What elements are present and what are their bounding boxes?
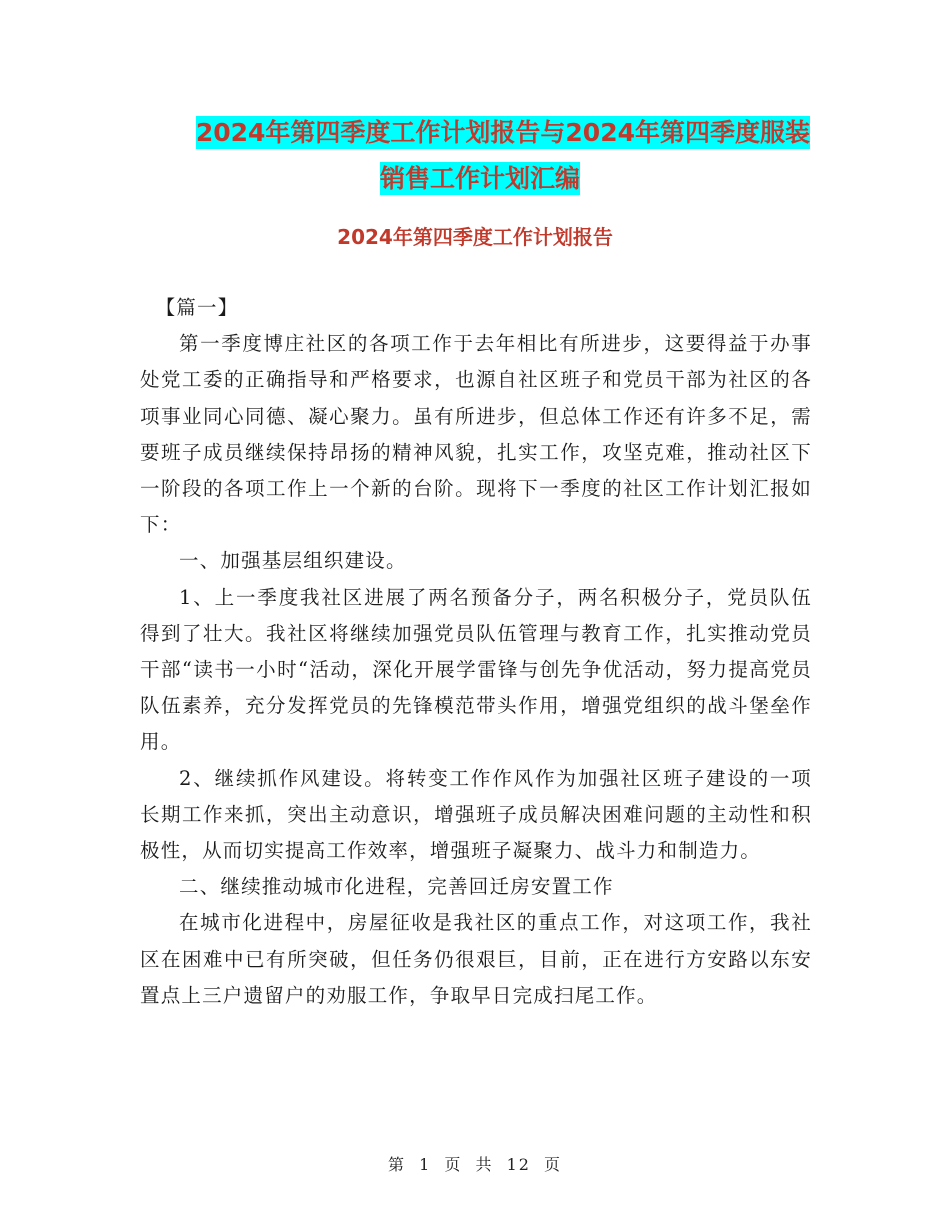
document-title-line1 xyxy=(140,110,820,156)
paragraph-intro: 第一季度博庄社区的各项工作于去年相比有所进步，这要得益于办事处党工委的正确指导和严格要求，也源自社区班子和党员干部为社区的各项事业同心同德、凝心聚力。虽有所进步，但总体工作还有许多不足，需要班子成员继续保持昂扬的精神风貌，扎实工作，攻坚克难，推动社区下一阶段的各项工作上一个新的台阶。现将下一季度的社区工作计划汇报如下： xyxy=(140,332,812,537)
heading-section-one: 一、加强基层组织建设。 xyxy=(179,549,407,573)
footer-total-suffix: 页 xyxy=(544,1155,563,1174)
title-highlight-2: 销售工作计划汇编 xyxy=(379,164,580,193)
page-footer xyxy=(0,1152,950,1175)
paragraph-item-1: 1、上一季度我社区进展了两名预备分子，两名积极分子，党员队伍得到了壮大。我社区将继续加强党员队伍管理与教育工作，扎实推动党员干部“读书一小时“活动，深化开展学雷锋与创先争优活动，努力提高党员队伍素养，充分发挥党员的先锋模范带头作用，增强党组织的战斗堡垒作用。 xyxy=(140,585,812,754)
document-body xyxy=(140,290,812,1014)
document-title-line2 xyxy=(140,156,820,202)
part-label: 【篇一】 xyxy=(155,296,239,319)
footer-page-number: 1 xyxy=(419,1155,432,1174)
footer-total-pages: 12 xyxy=(506,1155,531,1174)
document-title xyxy=(140,110,820,202)
title-highlight-1: 2024年第四季度工作计划报告与2024年第四季度服装 xyxy=(195,118,810,147)
footer-page-mid: 页 xyxy=(444,1155,463,1174)
section-title: 2024年第四季度工作计划报告 xyxy=(337,225,613,249)
heading-section-two: 二、继续推动城市化进程，完善回迁房安置工作 xyxy=(179,875,614,899)
paragraph-item-2: 2、继续抓作风建设。将转变工作作风作为加强社区班子建设的一项长期工作来抓，突出主动意识，增强班子成员解决困难问题的主动性和积极性，从而切实提高工作效率，增强班子凝聚力、战斗力和制造力。 xyxy=(140,766,812,863)
paragraph-urbanization: 在城市化进程中，房屋征收是我社区的重点工作，对这项工作，我社区在困难中已有所突破，但任务仍很艰巨，目前，正在进行方安路以东安置点上三户遗留户的劝服工作，争取早日完成扫尾工作。 xyxy=(140,911,812,1007)
footer-page-prefix: 第 xyxy=(387,1155,406,1174)
footer-total-prefix: 共 xyxy=(475,1155,494,1174)
